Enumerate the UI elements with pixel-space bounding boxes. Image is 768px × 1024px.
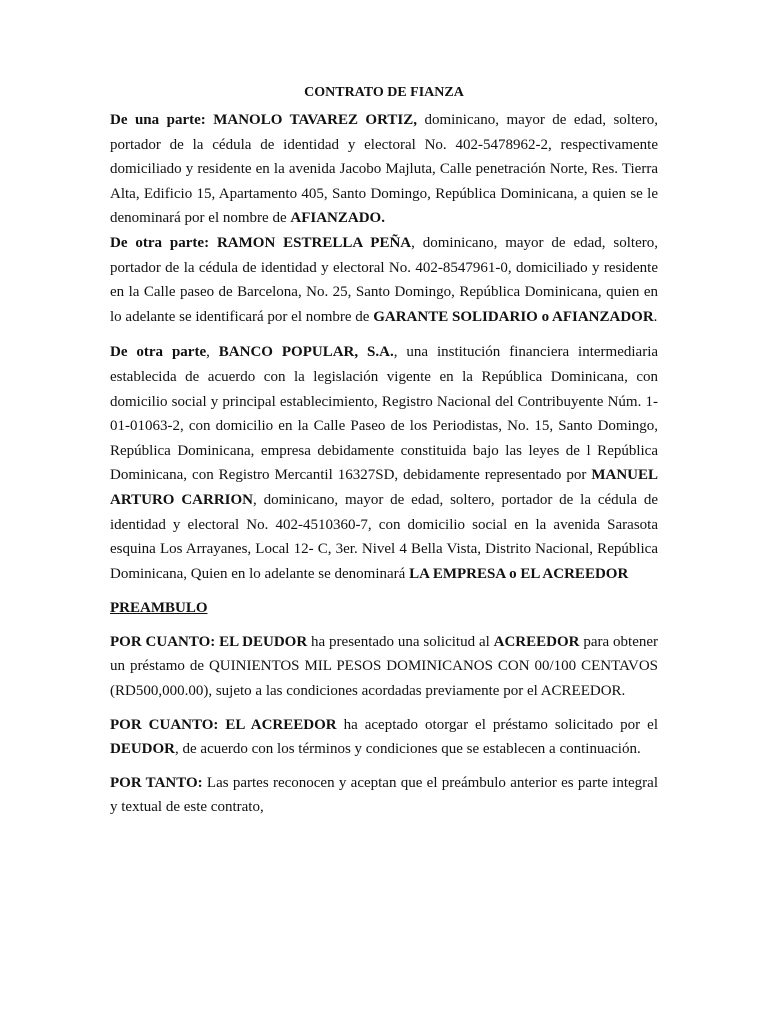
- preamble-heading: PREAMBULO: [110, 600, 208, 617]
- party-3-paragraph: [110, 340, 658, 586]
- party-2-end: .: [653, 308, 658, 325]
- party-2-alias: GARANTE SOLIDARIO o AFIANZADOR: [373, 308, 654, 325]
- party-3-sep: ,: [206, 344, 219, 361]
- clause-2-lead: POR CUANTO: EL ACREEDOR: [110, 716, 337, 733]
- party-1-name: MANOLO TAVAREZ ORTIZ,: [213, 112, 417, 128]
- party-3-alias: LA EMPRESA o EL ACREEDOR: [409, 565, 629, 582]
- contract-page: [110, 82, 658, 820]
- party-1-lead: De una parte:: [110, 112, 206, 128]
- clause-1-text-1: ha presentado una solicitud al: [307, 633, 494, 650]
- clause-2-term: DEUDOR: [110, 741, 176, 758]
- clause-2-text-1: ha aceptado otorgar el préstamo solicitado por el: [336, 716, 658, 733]
- clause-3-text: Las partes reconocen y aceptan que el preámbulo anterior es parte integral y textual de este contrato,: [110, 774, 658, 816]
- party-1-text: dominicano, mayor de edad, soltero, portador de la cédula de identidad y electoral No. 402-5478962-2, respectivamente domiciliado y residente en la avenida Jacobo Majluta, Calle penetración Norte, Res. Tierra Alta, Edificio 15, Apartamento 405, Santo Domingo, República Dominicana, a quien se le denominará por el nombre de: [110, 112, 659, 227]
- party-3-text-1: , una institución financiera intermediaria establecida de acuerdo con la legislación vigente en la República Dominicana, con domicilio social y principal establecimiento, Registro Nacional del Contribuyente Núm. 1-01-01063-2, con domicilio en la Calle Paseo de los Periodistas, No. 15, Santo Domingo, República Dominicana, empresa debidamente constituida bajo las leyes de l República Dominicana, con Registro Mercantil 16327SD, debidamente representado por: [110, 344, 659, 484]
- party-2-text: , dominicano, mayor de edad, soltero, portador de la cédula de identidad y electoral No. 402-8547961-0, domiciliado y residente en la Calle paseo de Barcelona, No. 25, Santo Domingo, República Dominicana, quien en lo adelante se identificará por el nombre de: [110, 234, 658, 325]
- clause-2-text-2: , de acuerdo con los términos y condiciones que se establecen a continuación.: [175, 741, 641, 758]
- clause-1-text-2: para obtener un préstamo de QUINIENTOS MIL PESOS DOMINICANOS CON 00/100 CENTAVOS (RD500,000.00), sujeto a las condiciones acordadas previamente por el ACREEDOR.: [110, 633, 659, 700]
- clause-1-term: ACREEDOR: [493, 633, 580, 650]
- clause-1-lead: POR CUANTO: EL DEUDOR: [110, 633, 308, 650]
- clause-1-paragraph: [110, 630, 658, 704]
- party-3-text-2: , dominicano, mayor de edad, soltero, portador de la cédula de identidad y electoral No. 402-4510360-7, con domicilio social en la avenida Sarasota esquina Los Arrayanes, Local 12- C, 3er. Nivel 4 Bella Vista, Distrito Nacional, República Dominicana, Quien en lo adelante se denominará: [110, 491, 658, 582]
- clause-3-paragraph: [110, 771, 658, 820]
- party-1-alias: AFIANZADO.: [290, 210, 385, 227]
- document-title: CONTRATO DE FIANZA: [304, 85, 464, 100]
- party-2-name: RAMON ESTRELLA PEÑA: [216, 234, 412, 251]
- party-1-paragraph: [110, 108, 658, 231]
- party-2-lead: De otra parte:: [110, 234, 210, 251]
- party-2-paragraph: [110, 231, 658, 329]
- party-3-representative: MANUEL ARTURO CARRION: [110, 467, 658, 508]
- clause-2-paragraph: [110, 713, 658, 762]
- clause-3-lead: POR TANTO:: [110, 774, 203, 791]
- party-3-name: BANCO POPULAR, S.A.: [218, 344, 394, 361]
- party-3-lead: De otra parte: [110, 344, 207, 361]
